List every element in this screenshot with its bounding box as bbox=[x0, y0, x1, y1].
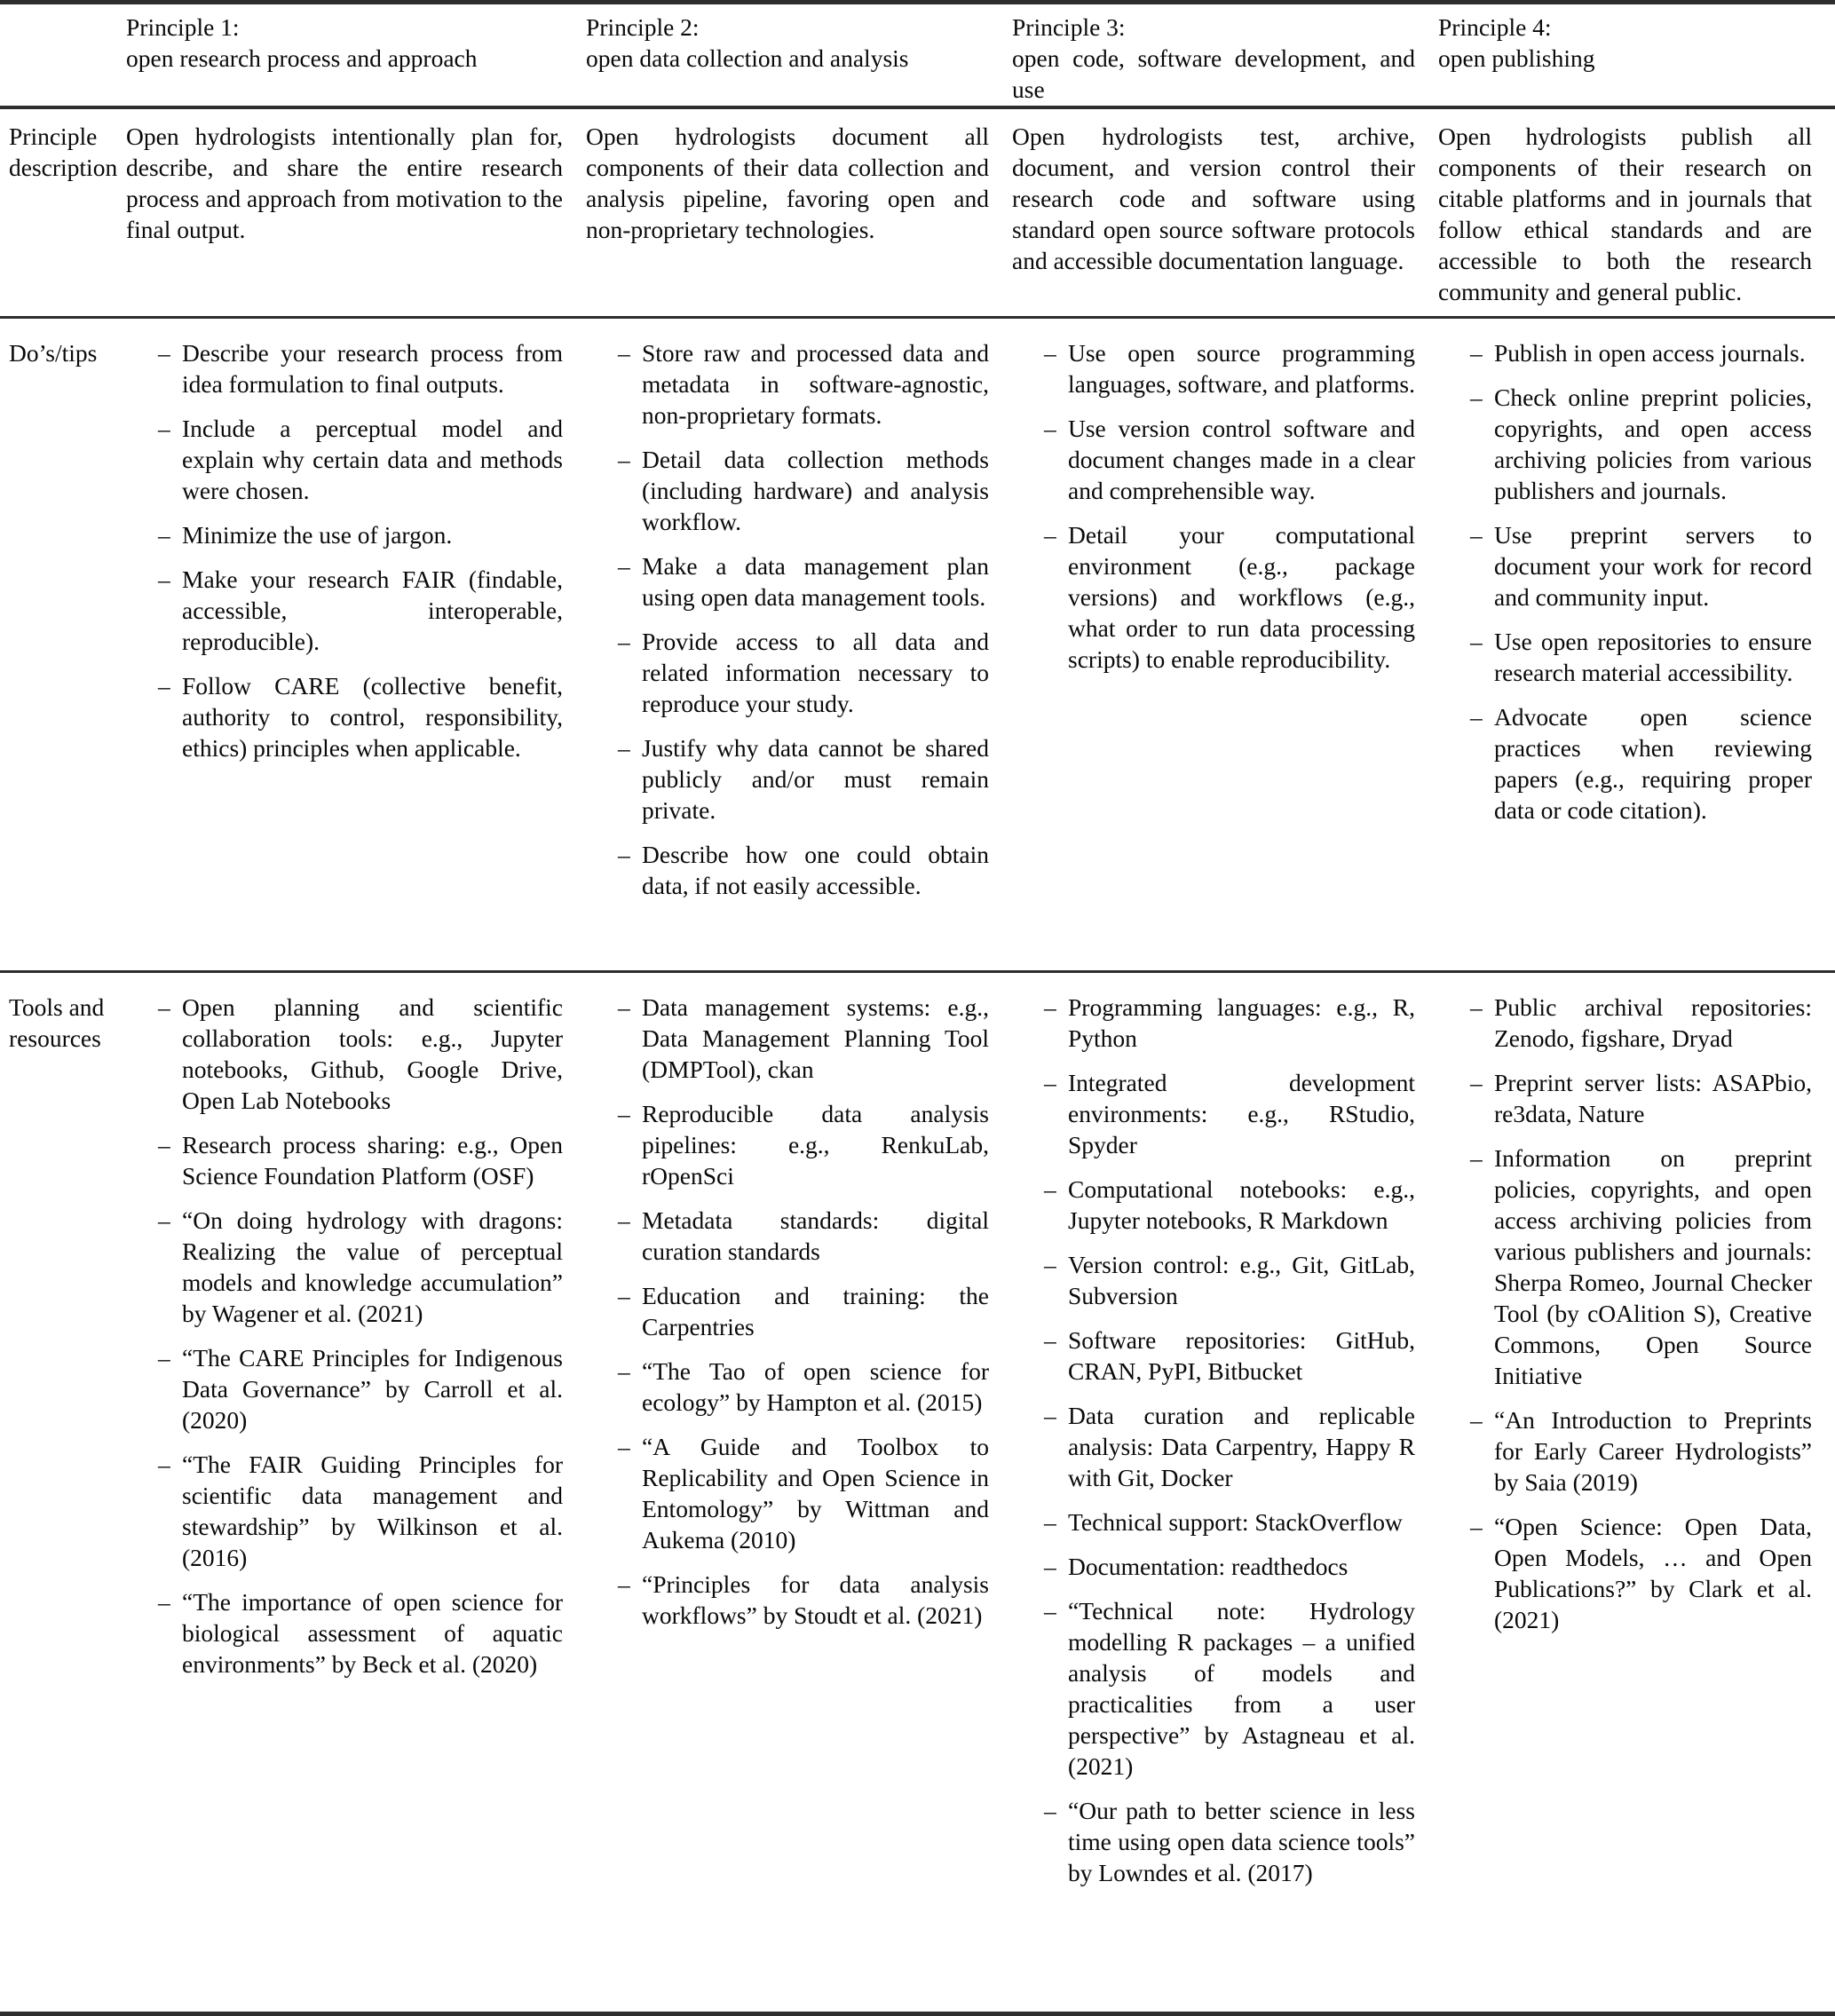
dash-bullet: – bbox=[1044, 339, 1056, 367]
list-item bbox=[586, 626, 989, 719]
list-item bbox=[1438, 1404, 1812, 1498]
principle-1-tools-list bbox=[126, 992, 586, 1980]
dash-bullet: – bbox=[618, 446, 630, 473]
list-item-text: Data management systems: e.g., Data Management Planning Tool (DMPTool), ckan bbox=[642, 993, 989, 1083]
list-item bbox=[1012, 337, 1415, 399]
principle-3-description: Open hydrologists test, archive, document, and version control their research code and software using standard open source software protocols and accessible documentation language. bbox=[1012, 123, 1415, 274]
list-item bbox=[586, 1280, 989, 1342]
list-item-text: “Technical note: Hydrology modelling R packages – a unified analysis of models and practicalities from a user perspective” by Astagneau et al. (2021) bbox=[1068, 1597, 1415, 1780]
list-item-text: Describe your research process from idea formulation to final outputs. bbox=[182, 339, 563, 398]
list-item bbox=[1438, 1511, 1812, 1635]
dos-tips-row bbox=[0, 319, 1835, 973]
list-item-text: Education and training: the Carpentries bbox=[642, 1282, 989, 1340]
list-item-text: “A Guide and Toolbox to Replicability and Open Science in Entomology” by Wittman and Aukema (2010) bbox=[642, 1433, 989, 1554]
dash-bullet: – bbox=[158, 1588, 170, 1616]
list-item bbox=[1012, 1067, 1415, 1160]
dash-bullet: – bbox=[1470, 628, 1483, 655]
list-item-text: “Open Science: Open Data, Open Models, … and Open Publications?” by Clark et al. (2021) bbox=[1494, 1513, 1812, 1633]
list-item-text: Follow CARE (collective benefit, authority to control, responsibility, ethics) principles when applicable. bbox=[182, 672, 563, 762]
dash-bullet: – bbox=[618, 628, 630, 655]
list-item bbox=[126, 1205, 563, 1329]
dash-bullet: – bbox=[1044, 1326, 1056, 1354]
principle-2-dos-list bbox=[586, 337, 1012, 970]
dash-bullet: – bbox=[158, 521, 170, 549]
list-item bbox=[1012, 1506, 1415, 1538]
list-item-text: Preprint server lists: ASAPbio, re3data, Nature bbox=[1494, 1069, 1812, 1127]
list-item-text: Minimize the use of jargon. bbox=[182, 521, 453, 549]
list-item bbox=[1438, 337, 1812, 368]
list-item bbox=[586, 992, 989, 1085]
dash-bullet: – bbox=[1044, 415, 1056, 442]
row-label-dos-tips: Do’s/tips bbox=[9, 339, 98, 367]
dash-bullet: – bbox=[1044, 993, 1056, 1021]
list-item bbox=[1012, 1400, 1415, 1493]
dash-bullet: – bbox=[1470, 383, 1483, 411]
list-item-text: Check online preprint policies, copyrights, and open access archiving policies from various publishers and journals. bbox=[1494, 383, 1812, 504]
dash-bullet: – bbox=[158, 672, 170, 700]
list-item-text: Use preprint servers to document your work for record and community input. bbox=[1494, 521, 1812, 611]
list-item bbox=[586, 1356, 989, 1418]
dash-bullet: – bbox=[1470, 1406, 1483, 1434]
list-item bbox=[586, 550, 989, 613]
list-item-text: Open planning and scientific collaboration tools: e.g., Jupyter notebooks, Github, Google Drive, Open Lab Notebooks bbox=[182, 993, 563, 1114]
dash-bullet: – bbox=[1470, 1144, 1483, 1172]
list-item-text: Technical support: StackOverflow bbox=[1068, 1508, 1403, 1536]
dash-bullet: – bbox=[1044, 1175, 1056, 1203]
list-item-text: Make your research FAIR (findable, accessible, interoperable, reproducible). bbox=[182, 565, 563, 655]
dash-bullet: – bbox=[1470, 1513, 1483, 1540]
dash-bullet: – bbox=[1044, 1797, 1056, 1824]
list-item-text: “Principles for data analysis workflows” by Stoudt et al. (2021) bbox=[642, 1570, 989, 1629]
principle-2-subtitle: open data collection and analysis bbox=[586, 44, 909, 72]
list-item-text: Advocate open science practices when reviewing papers (e.g., requiring proper data or code citation). bbox=[1494, 703, 1812, 824]
list-item bbox=[1012, 1174, 1415, 1236]
list-item-text: Detail data collection methods (including hardware) and analysis workflow. bbox=[642, 446, 989, 535]
list-item-text: “Our path to better science in less time using open data science tools” by Lowndes et al. (2017) bbox=[1068, 1797, 1415, 1886]
dash-bullet: – bbox=[618, 1433, 630, 1460]
principle-4-title: Principle 4: bbox=[1438, 13, 1552, 41]
dash-bullet: – bbox=[1470, 1069, 1483, 1096]
dash-bullet: – bbox=[1044, 1402, 1056, 1429]
list-item bbox=[126, 337, 563, 399]
list-item-text: Make a data management plan using open data management tools. bbox=[642, 552, 989, 611]
list-item-text: “The FAIR Guiding Principles for scientific data management and stewardship” by Wilkinson et al. (2016) bbox=[182, 1451, 563, 1571]
list-item bbox=[1012, 1551, 1415, 1582]
dash-bullet: – bbox=[158, 415, 170, 442]
list-item-text: Describe how one could obtain data, if not easily accessible. bbox=[642, 841, 989, 899]
principle-3-title: Principle 3: bbox=[1012, 13, 1126, 41]
dash-bullet: – bbox=[1044, 521, 1056, 549]
column-header-principle-1 bbox=[126, 12, 586, 106]
dash-bullet: – bbox=[1470, 339, 1483, 367]
list-item-text: Research process sharing: e.g., Open Science Foundation Platform (OSF) bbox=[182, 1131, 563, 1190]
dash-bullet: – bbox=[618, 1100, 630, 1127]
dash-bullet: – bbox=[1470, 703, 1483, 731]
dash-bullet: – bbox=[618, 993, 630, 1021]
list-item-text: Documentation: readthedocs bbox=[1068, 1553, 1349, 1580]
list-item bbox=[1438, 519, 1812, 613]
list-item bbox=[126, 413, 563, 506]
dash-bullet: – bbox=[1044, 1069, 1056, 1096]
list-item bbox=[126, 564, 563, 657]
dash-bullet: – bbox=[618, 1282, 630, 1309]
list-item bbox=[586, 337, 989, 431]
dash-bullet: – bbox=[158, 1451, 170, 1478]
header-label-spacer bbox=[9, 12, 126, 106]
list-item-text: Version control: e.g., Git, GitLab, Subversion bbox=[1068, 1251, 1415, 1309]
principle-2-title: Principle 2: bbox=[586, 13, 700, 41]
list-item-text: Use version control software and document changes made in a clear and comprehensible way. bbox=[1068, 415, 1415, 504]
dash-bullet: – bbox=[618, 552, 630, 580]
list-item-text: Software repositories: GitHub, CRAN, PyPI, Bitbucket bbox=[1068, 1326, 1415, 1385]
dash-bullet: – bbox=[158, 993, 170, 1021]
list-item-text: “On doing hydrology with dragons: Realizing the value of perceptual models and knowledge accumulation” by Wagener et al. (2021) bbox=[182, 1206, 563, 1327]
list-item bbox=[1012, 992, 1415, 1054]
dash-bullet: – bbox=[1470, 993, 1483, 1021]
dash-bullet: – bbox=[158, 339, 170, 367]
list-item bbox=[1012, 1249, 1415, 1311]
column-header-principle-2 bbox=[586, 12, 1012, 106]
dash-bullet: – bbox=[1044, 1251, 1056, 1278]
list-item bbox=[1012, 1795, 1415, 1888]
principle-1-subtitle: open research process and approach bbox=[126, 44, 478, 72]
list-item bbox=[126, 1449, 563, 1573]
principle-description-row bbox=[0, 109, 1835, 319]
list-item-text: Include a perceptual model and explain why certain data and methods were chosen. bbox=[182, 415, 563, 504]
dash-bullet: – bbox=[618, 1570, 630, 1598]
list-item-text: Provide access to all data and related information necessary to reproduce your study. bbox=[642, 628, 989, 717]
list-item bbox=[1438, 1142, 1812, 1391]
principle-4-dos-list bbox=[1438, 337, 1835, 970]
list-item bbox=[126, 1129, 563, 1191]
principle-3-subtitle: open code, software development, and use bbox=[1012, 44, 1415, 103]
principle-2-description: Open hydrologists document all components of their data collection and analysis pipeline, favoring open and non-proprietary technologies. bbox=[586, 123, 989, 243]
dash-bullet: – bbox=[1470, 521, 1483, 549]
list-item-text: “The importance of open science for biological assessment of aquatic environments” by Beck et al. (2020) bbox=[182, 1588, 563, 1678]
principle-4-tools-list bbox=[1438, 992, 1835, 1980]
list-item-text: Information on preprint policies, copyrights, and open access archiving policies from various publishers and journals: Sherpa Romeo, Journal Checker Tool (by cOAlition S), Creative Commons, Open Source Initiative bbox=[1494, 1144, 1812, 1389]
list-item-text: Public archival repositories: Zenodo, figshare, Dryad bbox=[1494, 993, 1812, 1052]
list-item bbox=[586, 444, 989, 537]
tools-resources-row bbox=[0, 973, 1835, 1980]
dash-bullet: – bbox=[618, 1206, 630, 1234]
principle-3-dos-list bbox=[1012, 337, 1438, 970]
list-item-text: Justify why data cannot be shared publicly and/or must remain private. bbox=[642, 734, 989, 824]
list-item-text: Integrated development environments: e.g., RStudio, Spyder bbox=[1068, 1069, 1415, 1158]
list-item bbox=[1012, 519, 1415, 675]
list-item bbox=[126, 519, 563, 550]
list-item bbox=[1012, 413, 1415, 506]
principle-4-description: Open hydrologists publish all components of their research on citable platforms and in journals that follow ethical standards and are accessible to both the research community and general public. bbox=[1438, 123, 1812, 305]
principle-1-dos-list bbox=[126, 337, 586, 970]
dash-bullet: – bbox=[1044, 1597, 1056, 1625]
list-item bbox=[1438, 382, 1812, 506]
principle-1-description: Open hydrologists intentionally plan for, describe, and share the entire research process and approach from motivation to the final output. bbox=[126, 123, 563, 243]
list-item-text: Use open source programming languages, software, and platforms. bbox=[1068, 339, 1415, 398]
table-header-row bbox=[0, 4, 1835, 109]
dash-bullet: – bbox=[1044, 1553, 1056, 1580]
dash-bullet: – bbox=[158, 1131, 170, 1158]
list-item bbox=[586, 1569, 989, 1631]
list-item-text: “The Tao of open science for ecology” by Hampton et al. (2015) bbox=[642, 1357, 989, 1416]
list-item bbox=[586, 732, 989, 826]
dash-bullet: – bbox=[158, 565, 170, 593]
list-item-text: Data curation and replicable analysis: Data Carpentry, Happy R with Git, Docker bbox=[1068, 1402, 1415, 1491]
list-item-text: Publish in open access journals. bbox=[1494, 339, 1806, 367]
dash-bullet: – bbox=[1044, 1508, 1056, 1536]
principle-4-subtitle: open publishing bbox=[1438, 44, 1595, 72]
row-label-tools-resources: Tools and resources bbox=[9, 993, 105, 1052]
list-item bbox=[586, 1205, 989, 1267]
column-header-principle-3 bbox=[1012, 12, 1438, 106]
list-item-text: Programming languages: e.g., R, Python bbox=[1068, 993, 1415, 1052]
dash-bullet: – bbox=[618, 339, 630, 367]
list-item bbox=[586, 1431, 989, 1555]
principle-3-tools-list bbox=[1012, 992, 1438, 1980]
principle-1-title: Principle 1: bbox=[126, 13, 240, 41]
list-item bbox=[586, 1098, 989, 1191]
list-item-text: Detail your computational environment (e.g., package versions) and workflows (e.g., what order to run data processing scripts) to enable reproducibility. bbox=[1068, 521, 1415, 673]
column-header-principle-4 bbox=[1438, 12, 1835, 106]
dash-bullet: – bbox=[158, 1206, 170, 1234]
list-item bbox=[1012, 1595, 1415, 1782]
list-item bbox=[126, 992, 563, 1116]
list-item bbox=[1012, 1324, 1415, 1387]
list-item-text: “The CARE Principles for Indigenous Data Governance” by Carroll et al. (2020) bbox=[182, 1344, 563, 1434]
list-item-text: Computational notebooks: e.g., Jupyter notebooks, R Markdown bbox=[1068, 1175, 1415, 1234]
list-item bbox=[1438, 626, 1812, 688]
list-item-text: Reproducible data analysis pipelines: e.g., RenkuLab, rOpenSci bbox=[642, 1100, 989, 1190]
list-item-text: Metadata standards: digital curation standards bbox=[642, 1206, 989, 1265]
dash-bullet: – bbox=[618, 734, 630, 762]
principle-2-tools-list bbox=[586, 992, 1012, 1980]
list-item bbox=[1438, 701, 1812, 826]
list-item bbox=[126, 1586, 563, 1680]
list-item-text: “An Introduction to Preprints for Early Career Hydrologists” by Saia (2019) bbox=[1494, 1406, 1812, 1496]
row-label-principle-description: Principle description bbox=[9, 123, 118, 181]
dash-bullet: – bbox=[618, 841, 630, 868]
list-item bbox=[126, 670, 563, 763]
dash-bullet: – bbox=[618, 1357, 630, 1385]
list-item bbox=[1438, 992, 1812, 1054]
list-item bbox=[586, 839, 989, 901]
list-item-text: Store raw and processed data and metadata in software-agnostic, non-proprietary formats. bbox=[642, 339, 989, 429]
dash-bullet: – bbox=[158, 1344, 170, 1372]
list-item bbox=[126, 1342, 563, 1435]
list-item bbox=[1438, 1067, 1812, 1129]
list-item-text: Use open repositories to ensure research material accessibility. bbox=[1494, 628, 1812, 686]
